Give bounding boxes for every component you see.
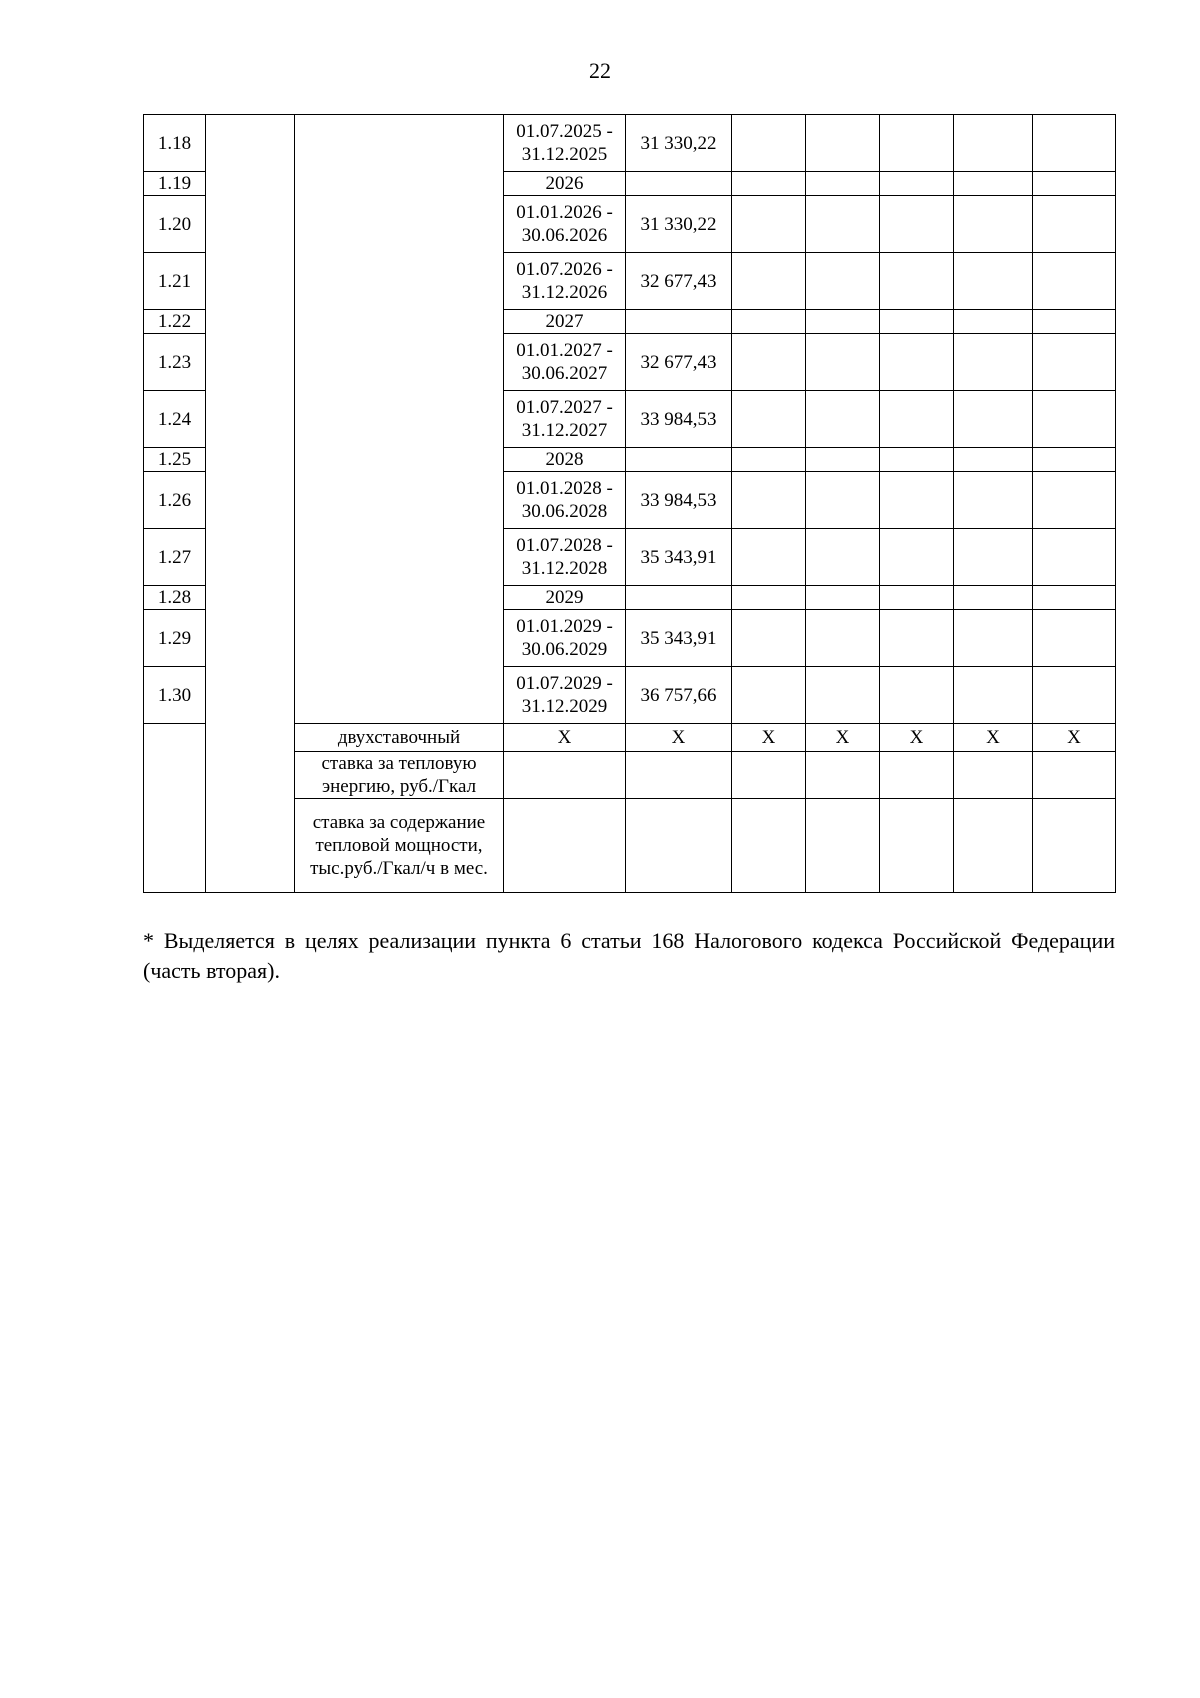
empty-cell (954, 115, 1033, 172)
empty-cell (732, 196, 806, 253)
row-number: 1.28 (144, 586, 206, 610)
not-applicable-mark: Х (806, 724, 880, 752)
empty-cell (626, 752, 732, 799)
period-cell: 01.07.2029 - 31.12.2029 (504, 667, 626, 724)
empty-cell (806, 391, 880, 448)
tariff-value (626, 172, 732, 196)
empty-cell (504, 752, 626, 799)
row-number: 1.24 (144, 391, 206, 448)
not-applicable-mark: Х (504, 724, 626, 752)
not-applicable-mark: Х (880, 724, 954, 752)
empty-cell (732, 799, 806, 893)
empty-cell (880, 799, 954, 893)
tariff-value (626, 586, 732, 610)
empty-cell (1033, 472, 1116, 529)
row-number: 1.19 (144, 172, 206, 196)
empty-cell (626, 799, 732, 893)
row-number: 1.26 (144, 472, 206, 529)
empty-cell (954, 610, 1033, 667)
empty-cell (1033, 529, 1116, 586)
empty-cell (880, 586, 954, 610)
period-cell: 2027 (504, 310, 626, 334)
empty-cell (806, 610, 880, 667)
empty-cell (954, 752, 1033, 799)
tariff-table (143, 114, 1116, 893)
row-number: 1.29 (144, 610, 206, 667)
empty-cell (806, 529, 880, 586)
empty-cell (954, 667, 1033, 724)
empty-cell (1033, 196, 1116, 253)
empty-cell (954, 334, 1033, 391)
empty-cell (880, 391, 954, 448)
capacity-rate-label: ставка за содержание тепловой мощности, тыс.руб./Гкал/ч в мес. (295, 799, 504, 893)
empty-cell (954, 799, 1033, 893)
heat-energy-rate-label: ставка за тепловую энергию, руб./Гкал (295, 752, 504, 799)
tariff-value: 31 330,22 (626, 115, 732, 172)
empty-cell (1033, 610, 1116, 667)
tariff-value (626, 310, 732, 334)
empty-cell (806, 115, 880, 172)
row-number: 1.25 (144, 448, 206, 472)
empty-cell (1033, 334, 1116, 391)
empty-cell (880, 115, 954, 172)
tariff-value: 33 984,53 (626, 391, 732, 448)
empty-cell (806, 196, 880, 253)
period-cell: 01.07.2027 - 31.12.2027 (504, 391, 626, 448)
empty-cell (806, 448, 880, 472)
tariff-value: 32 677,43 (626, 334, 732, 391)
period-cell: 2029 (504, 586, 626, 610)
row-number: 1.23 (144, 334, 206, 391)
empty-cell (732, 253, 806, 310)
empty-cell (880, 310, 954, 334)
empty-cell (732, 529, 806, 586)
not-applicable-mark: Х (732, 724, 806, 752)
empty-cell (1033, 172, 1116, 196)
row-number: 1.18 (144, 115, 206, 172)
empty-cell (954, 448, 1033, 472)
empty-cell (806, 586, 880, 610)
empty-cell (954, 196, 1033, 253)
empty-cell (1033, 253, 1116, 310)
empty-cell (732, 586, 806, 610)
period-cell: 01.01.2029 - 30.06.2029 (504, 610, 626, 667)
empty-cell (880, 172, 954, 196)
row-number: 1.22 (144, 310, 206, 334)
tariff-value: 35 343,91 (626, 610, 732, 667)
empty-cell (1033, 448, 1116, 472)
page-number: 22 (589, 58, 611, 83)
empty-cell (732, 472, 806, 529)
empty-cell (880, 448, 954, 472)
empty-cell (732, 667, 806, 724)
empty-cell (1033, 799, 1116, 893)
period-cell: 01.01.2027 - 30.06.2027 (504, 334, 626, 391)
empty-cell (806, 310, 880, 334)
not-applicable-mark: Х (626, 724, 732, 752)
empty-merged-cell (144, 724, 206, 893)
row-number: 1.27 (144, 529, 206, 586)
period-cell: 2026 (504, 172, 626, 196)
empty-cell (732, 448, 806, 472)
period-cell: 01.07.2026 - 31.12.2026 (504, 253, 626, 310)
empty-cell (880, 610, 954, 667)
empty-cell (732, 115, 806, 172)
period-cell: 01.01.2028 - 30.06.2028 (504, 472, 626, 529)
empty-cell (806, 334, 880, 391)
empty-cell (954, 253, 1033, 310)
row-number: 1.20 (144, 196, 206, 253)
table-row (144, 115, 1116, 172)
empty-cell (1033, 391, 1116, 448)
empty-cell (954, 529, 1033, 586)
empty-cell (732, 334, 806, 391)
empty-cell (1033, 586, 1116, 610)
empty-cell (954, 472, 1033, 529)
empty-merged-cell (206, 115, 295, 893)
empty-cell (954, 586, 1033, 610)
row-number: 1.30 (144, 667, 206, 724)
empty-cell (806, 172, 880, 196)
tariff-value: 35 343,91 (626, 529, 732, 586)
empty-cell (806, 752, 880, 799)
empty-cell (1033, 752, 1116, 799)
tariff-value: 36 757,66 (626, 667, 732, 724)
tariff-value: 32 677,43 (626, 253, 732, 310)
empty-cell (880, 334, 954, 391)
empty-merged-cell (295, 115, 504, 724)
empty-cell (880, 253, 954, 310)
two-rate-label: двухставочный (295, 724, 504, 752)
empty-cell (1033, 115, 1116, 172)
empty-cell (732, 172, 806, 196)
empty-cell (1033, 667, 1116, 724)
empty-cell (806, 472, 880, 529)
period-cell: 2028 (504, 448, 626, 472)
row-number: 1.21 (144, 253, 206, 310)
period-cell: 01.07.2025 - 31.12.2025 (504, 115, 626, 172)
empty-cell (954, 172, 1033, 196)
empty-cell (880, 472, 954, 529)
empty-cell (806, 799, 880, 893)
not-applicable-mark: Х (954, 724, 1033, 752)
period-cell: 01.07.2028 - 31.12.2028 (504, 529, 626, 586)
period-cell: 01.01.2026 - 30.06.2026 (504, 196, 626, 253)
empty-cell (806, 253, 880, 310)
empty-cell (732, 610, 806, 667)
empty-cell (880, 196, 954, 253)
footnote: * Выделяется в целях реализации пункта 6 статьи 168 Налогового кодекса Российской Федерации (часть вторая). (143, 928, 1115, 983)
empty-cell (732, 391, 806, 448)
empty-cell (880, 667, 954, 724)
empty-cell (806, 667, 880, 724)
empty-cell (504, 799, 626, 893)
tariff-value (626, 448, 732, 472)
tariff-value: 31 330,22 (626, 196, 732, 253)
empty-cell (880, 529, 954, 586)
not-applicable-mark: Х (1033, 724, 1116, 752)
empty-cell (880, 752, 954, 799)
empty-cell (954, 391, 1033, 448)
empty-cell (1033, 310, 1116, 334)
tariff-value: 33 984,53 (626, 472, 732, 529)
empty-cell (732, 752, 806, 799)
empty-cell (954, 310, 1033, 334)
empty-cell (732, 310, 806, 334)
